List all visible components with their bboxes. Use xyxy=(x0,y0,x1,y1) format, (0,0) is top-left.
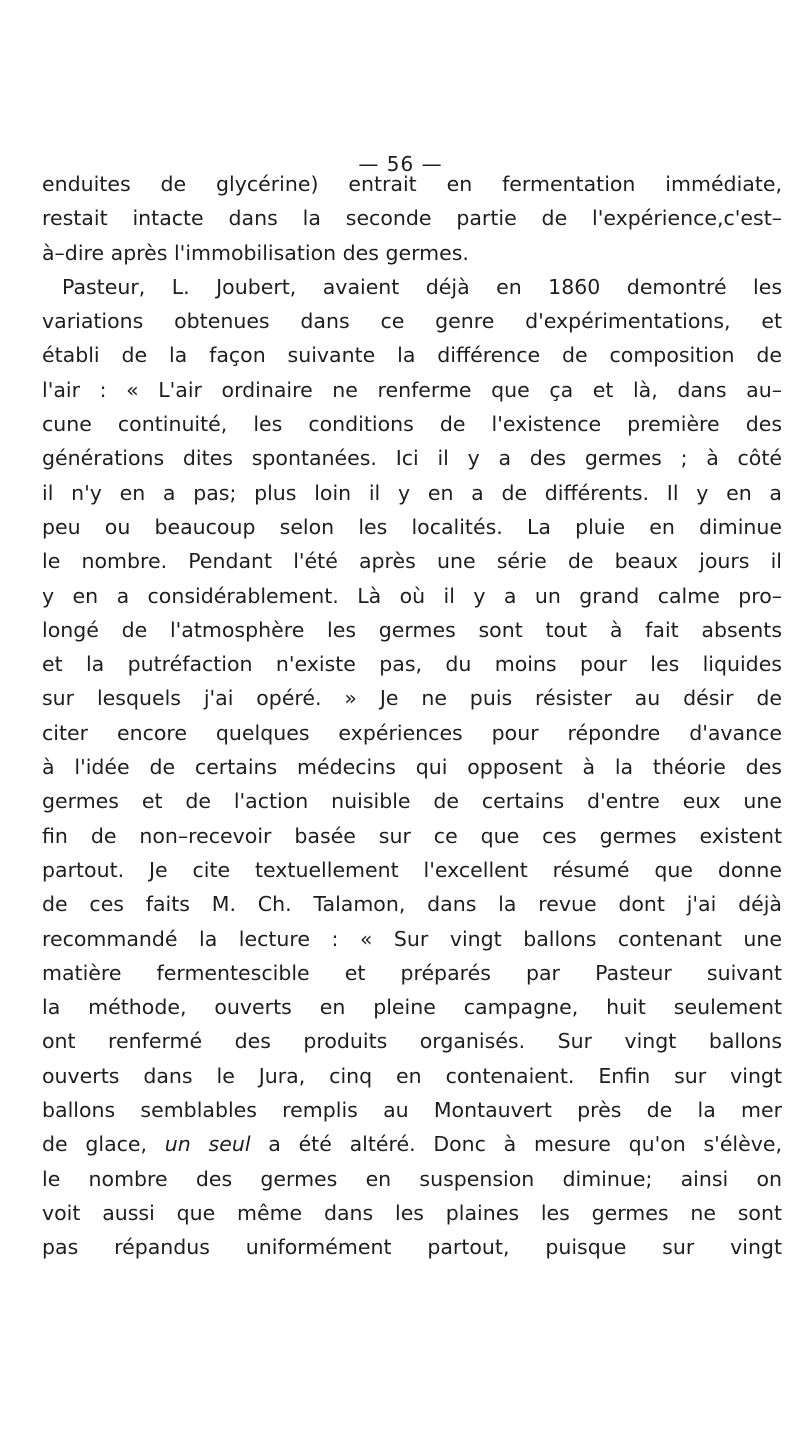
text-line: fin de non–recevoir basée sur ce que ces germes existent xyxy=(42,823,782,848)
text-line: ouverts dans le Jura, cinq en contenaient. Enfin sur vingt xyxy=(42,1063,782,1088)
text-line: et la putréfaction n'existe pas, du moins pour les liquides xyxy=(42,652,782,677)
page-number: — 56 — xyxy=(358,152,443,176)
text-line: variations obtenues dans ce genre d'expérimentations, et xyxy=(42,309,782,334)
text-line: établi de la façon suivante la différence de composition de xyxy=(42,343,782,368)
text-line: l'air : « L'air ordinaire ne renferme que ça et là, dans au– xyxy=(42,377,782,402)
text-line: pas répandus uniformément partout, puisque sur vingt xyxy=(42,1235,782,1260)
text-segment: a été altéré. Donc à mesure qu'on s'élève, xyxy=(250,1132,782,1157)
text-line: de ces faits M. Ch. Talamon, dans la revue dont j'ai déjà xyxy=(42,892,782,917)
body-text xyxy=(42,167,782,1265)
text-line: à l'idée de certains médecins qui opposent à la théorie des xyxy=(42,755,782,780)
text-line: voit aussi que même dans les plaines les germes ne sont xyxy=(42,1200,782,1225)
text-line: ont renfermé des produits organisés. Sur vingt ballons xyxy=(42,1029,782,1054)
text-line xyxy=(42,1127,782,1161)
text-line: il n'y en a pas; plus loin il y en a de différents. Il y en a xyxy=(42,480,782,505)
text-line: matière fermentescible et préparés par Pasteur suivant xyxy=(42,960,782,985)
text-line: Pasteur, L. Joubert, avaient déjà en 1860 demontré les xyxy=(62,274,782,299)
text-line: cune continuité, les conditions de l'existence première des xyxy=(42,412,782,437)
text-line: peu ou beaucoup selon les localités. La pluie en diminue xyxy=(42,514,782,539)
text-line: y en a considérablement. Là où il y a un grand calme pro– xyxy=(42,583,782,608)
italic-text: un seul xyxy=(164,1132,251,1157)
text-line: longé de l'atmosphère les germes sont tout à fait absents xyxy=(42,617,782,642)
text-line: le nombre des germes en suspension diminue; ainsi on xyxy=(42,1166,782,1191)
text-segment: de glace, xyxy=(42,1132,165,1157)
text-line: le nombre. Pendant l'été après une série de beaux jours il xyxy=(42,549,782,574)
text-line: partout. Je cite textuellement l'excellent résumé que donne xyxy=(42,857,782,882)
text-line: restait intacte dans la seconde partie de l'expérience,c'est– xyxy=(42,206,782,231)
text-line: citer encore quelques expériences pour répondre d'avance xyxy=(42,720,782,745)
text-line: générations dites spontanées. Ici il y a des germes ; à côté xyxy=(42,446,782,471)
text-line: enduites de glycérine) entrait en fermentation immédiate, xyxy=(42,172,782,196)
text-line: sur lesquels j'ai opéré. » Je ne puis résister au désir de xyxy=(42,686,782,711)
text-line: à–dire après l'immobilisation des germes. xyxy=(42,240,469,265)
text-line: germes et de l'action nuisible de certains d'entre eux une xyxy=(42,789,782,814)
text-line: la méthode, ouverts en pleine campagne, huit seulement xyxy=(42,995,782,1020)
text-line: recommandé la lecture : « Sur vingt ballons contenant une xyxy=(42,926,782,951)
text-line: ballons semblables remplis au Montauvert près de la mer xyxy=(42,1098,782,1123)
